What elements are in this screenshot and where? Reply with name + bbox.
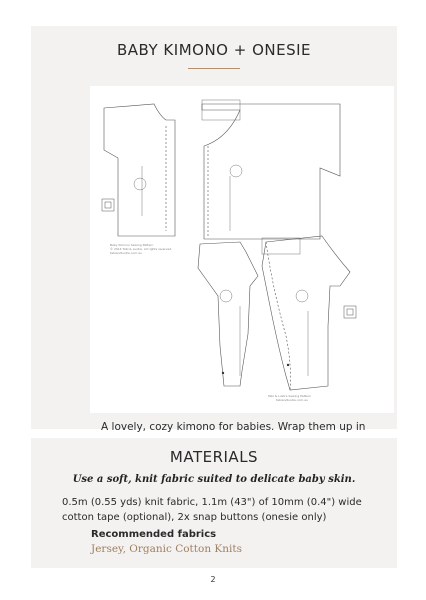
onesie-front-piece: [262, 236, 350, 390]
svg-text:tabiandlustre.com.au: tabiandlustre.com.au: [276, 398, 308, 402]
materials-panel: [31, 438, 397, 568]
kimono-front-piece: [202, 104, 340, 239]
test-square: [344, 306, 356, 318]
svg-text:© 2014 Tabi & Lustre. All righ: © 2014 Tabi & Lustre. All rights reserved.: [110, 247, 173, 251]
recommended-fabrics-value: Jersey, Organic Cotton Knits: [91, 543, 242, 555]
pattern-caption: Baby Kimono Sewing Pattern: [110, 243, 154, 247]
pattern-panel: [31, 26, 397, 433]
onesie-back-piece: [198, 242, 258, 386]
materials-title: MATERIALS: [169, 448, 259, 466]
page-number: 2: [210, 575, 216, 584]
materials-subtitle: Use a soft, knit fabric suited to delicate baby skin.: [72, 474, 356, 485]
svg-text:Tabi & Lustre Sewing Pattern: Tabi & Lustre Sewing Pattern: [268, 394, 311, 398]
recommended-fabrics-label: Recommended fabrics: [91, 529, 217, 540]
materials-list: 0.5m (0.55 yds) knit fabric, 1.1m (43") of 10mm (0.4") wide cotton tape (optional), 2x snap buttons (onesie only): [62, 497, 362, 523]
sewing-pattern-drawing: [90, 86, 394, 413]
svg-text:tabiandlustre.com.au: tabiandlustre.com.au: [110, 251, 142, 255]
pattern-description: A lovely, cozy kimono for babies. Wrap them up in: [101, 421, 366, 433]
kimono-back-piece: [104, 104, 175, 236]
test-square: [102, 199, 114, 211]
page-title: BABY KIMONO + ONESIE: [116, 41, 312, 59]
pattern-image: [90, 86, 394, 413]
title-divider: [188, 68, 240, 69]
